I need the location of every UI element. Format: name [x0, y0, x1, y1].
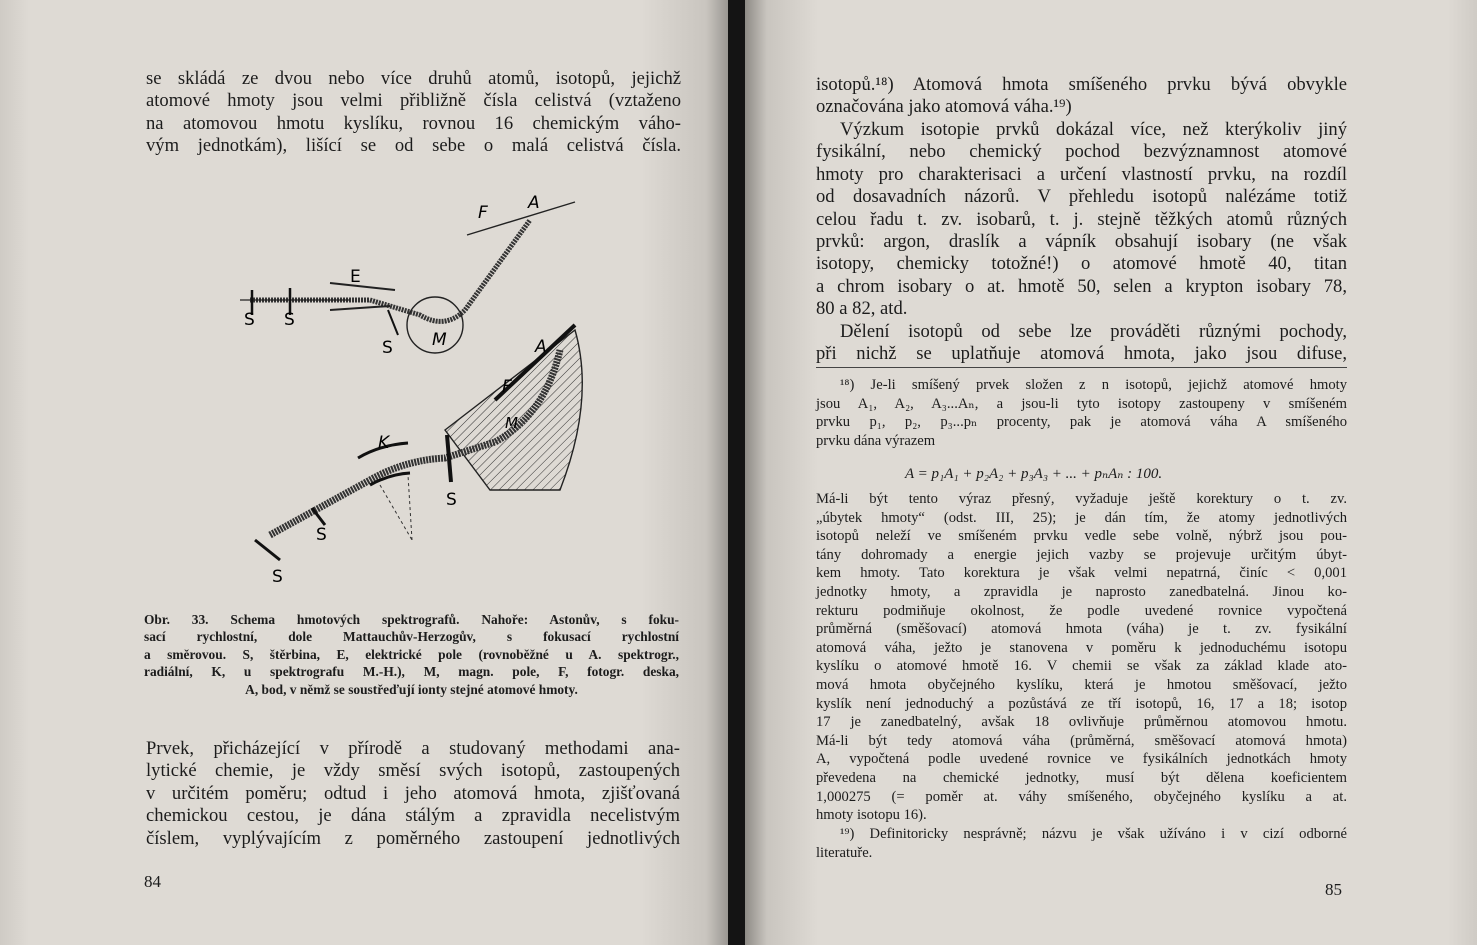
figure-label: F	[502, 377, 512, 397]
footnote-line: hmoty isotopu 16).	[816, 807, 927, 824]
footnote-19	[816, 825, 1347, 862]
right-paragraph-3	[816, 321, 1347, 366]
text-line: se skládá ze dvou nebo více druhů atomů, isotopů, jejichž	[146, 68, 681, 89]
text-line: Dělení isotopů od sebe lze prováděti různými pochody,	[840, 321, 1347, 342]
figure-label: S	[382, 338, 393, 358]
footnote-line: mová hmota obyčejného kyslíku, která je hmotou směšovací, ježto	[816, 676, 1347, 693]
text-line: a chrom isobary o at. hmotě 50, selen a krypton isobary 78,	[816, 275, 1347, 297]
text-line: atomové hmoty jsou velmi přibližně čísla celistvá (vztaženo	[146, 90, 681, 112]
text-line: vým jednotkám), lišící se od sebe o malá celistvá čísla.	[146, 135, 681, 157]
footnote-line: převedena na chemické jednotky, musí být dělena koeficientem	[816, 769, 1347, 786]
text-line: hmoty pro charakterisaci a určení vlastností prvku, na rozdíl	[816, 163, 1347, 185]
footnote-line: kem hmoty. Tato korektura je však velmi nepatrná, činíc < 0,001	[816, 565, 1347, 582]
footnote-line: Má-li být tento výraz přesný, vyžaduje ještě korektury o t. zv.	[816, 491, 1347, 507]
text-line: na atomovou hmotu kyslíku, rovnou 16 chemickým váho-	[146, 112, 681, 134]
page-number: 85	[1325, 880, 1342, 899]
text-line: Výzkum isotopie prvků dokázal více, než kterýkoliv jiný	[840, 119, 1347, 140]
text-line: od dosavadních názorů. V přehledu isotopů nalézáme totiž	[816, 186, 1347, 208]
footnote-line: A, vypočtená podle uvedené rovnice ve fysikálních jednotkách hmoty	[816, 751, 1347, 768]
caption-line: sací rychlostní, dole Mattauchův-Herzogův, s fokusací rychlostní	[144, 629, 679, 645]
footnote-line: „úbytek hmoty“ (odst. III, 25); je dán tím, že atomy jednotlivých	[816, 509, 1347, 526]
left-bottom-paragraph	[146, 738, 680, 850]
text-line: prvků: argon, draslík a vápník obsahují isobary (ne však	[816, 231, 1347, 253]
right-page	[745, 0, 1477, 945]
caption-line: radiální, K, u spektrografu M.-H.), M, magn. pole, F, fotogr. deska,	[144, 664, 679, 680]
right-paragraph-2	[816, 119, 1347, 321]
text-line: lytické chemie, je vždy směsí svých isotopů, zastoupených	[146, 760, 680, 782]
figure-label: E	[350, 267, 361, 287]
caption-line: A, bod, v němž se soustřeďují ionty stejné atomové hmoty.	[245, 681, 578, 697]
footnote-line: průměrná (směšovací) atomová hmota (váha) je t. zv. fysikální	[816, 621, 1347, 638]
figure-label: F	[478, 203, 488, 223]
book-gutter	[728, 0, 745, 945]
footnote-line: Má-li být tedy atomová váha (průměrná, směšovací atomová hmota)	[816, 732, 1347, 749]
footnote-line: 17 je zanedbatelný, avšak 18 ovlivňuje průměrnou atomovou hmotu.	[816, 714, 1347, 731]
text-line: fysikální, nebo chemický pochod bezvýznamnost atomové	[816, 141, 1347, 163]
footnote-line: literatuře.	[816, 844, 873, 861]
text-line: isotopy, chemicky totožné!) o atomové hmotě 40, titan	[816, 253, 1347, 275]
mattauch-herzog-spectrograph	[255, 325, 582, 587]
footnote-line: tány dohromady a energie jejich vazby se projevuje určitým úbyt-	[816, 546, 1347, 563]
figure-label: S	[316, 525, 327, 545]
page-number: 84	[144, 872, 161, 891]
caption-line: a směrovou. S, štěrbina, E, elektrické pole (rovnoběžné u A. spektrogr.,	[144, 646, 679, 662]
footnote-line: ¹⁸) Je-li smíšený prvek složen z n isotopů, jejichž atomové hmoty	[840, 377, 1347, 393]
figure-label: A	[528, 193, 540, 213]
figure-label: S	[446, 490, 457, 510]
footnote-line: prvku dána výrazem	[816, 432, 936, 449]
aston-spectrograph	[240, 193, 575, 358]
figure-label: S	[244, 310, 255, 330]
isotope-formula: A = p₁A₁ + p₂A₂ + p₃A₃ + ... + pₙAₙ : 100.	[905, 466, 1163, 482]
footnote-line: kyslík není jednoduchý a pozůstává ze tří isotopů, 16, 17 a 18; isotop	[816, 695, 1347, 712]
text-line: v určitém poměru; odtud i jeho atomová hmota, zjišťovaná	[146, 782, 680, 804]
figure-label: S	[284, 310, 295, 330]
text-line: 80 a 82, atd.	[816, 298, 908, 320]
footnote-divider	[816, 367, 1347, 368]
figure-label: M	[505, 414, 518, 432]
right-paragraph-1	[816, 74, 1347, 119]
figure-label: M	[432, 330, 447, 350]
footnote-line: ¹⁹) Definitoricky nesprávně; názvu je však užíváno i v cizí odborné	[840, 826, 1347, 842]
text-line: celou řadu t. zv. isobarů, t. j. stejně těžkých atomů různých	[816, 208, 1347, 230]
footnote-line: jsou A₁, A₂, A₃...Aₙ, a jsou-li tyto isotopy zastoupeny v smíšeném	[816, 395, 1347, 412]
text-line: chemickou cestou, je dána stálým a zpravidla necelistvým	[146, 805, 680, 827]
left-top-paragraph	[146, 68, 681, 158]
footnote-line: kyslíku o atomové hmotě 16. V chemii se však za základ klade ato-	[816, 658, 1347, 675]
figure-label: A	[535, 337, 547, 357]
footnote-line: jednotky hmoty, a zpravidla je naprosto zanedbatelná. Jinou ko-	[816, 583, 1347, 600]
text-line: číslem, vyplývajícím z poměrného zastoupení jednotlivých	[146, 827, 680, 849]
footnote-line: atomová váha, ježto je stanovena v poměru k jednoduchému isotopu	[816, 639, 1347, 656]
footnote-line: prvku p₁, p₂, p₃...pₙ procenty, pak je atomová váha A smíšeného	[816, 414, 1347, 431]
spectrograph-figure	[230, 190, 650, 590]
text-line: isotopů.¹⁸) Atomová hmota smíšeného prvku bývá obvykle	[816, 74, 1347, 95]
footnote-line: 1,000275 (= poměr at. váhy smíšeného, obyčejného kyslíku a at.	[816, 788, 1347, 805]
text-line: při nichž se uplatňuje atomová hmota, jako jsou difuse,	[816, 343, 1347, 365]
figure-label: S	[272, 567, 283, 587]
figure-caption	[144, 611, 679, 698]
figure-label: K	[378, 433, 390, 453]
left-page	[0, 0, 728, 945]
footnote-line: rekturu podmiňuje okolnost, že podle uvedené rovnice vypočtená	[816, 602, 1347, 619]
text-line: označována jako atomová váha.¹⁹)	[816, 96, 1072, 118]
text-line: Prvek, přicházející v přírodě a studovaný methodami ana-	[146, 738, 680, 759]
footnote-line: isotopů neleží ve smíšeném prvku vedle sebe volně, nýbrž jsou pou-	[816, 528, 1347, 545]
footnote-18-body	[816, 490, 1347, 825]
footnote-18-intro	[816, 376, 1347, 450]
caption-line: Obr. 33. Schema hmotových spektrografů. Nahoře: Astonův, s foku-	[144, 612, 679, 627]
